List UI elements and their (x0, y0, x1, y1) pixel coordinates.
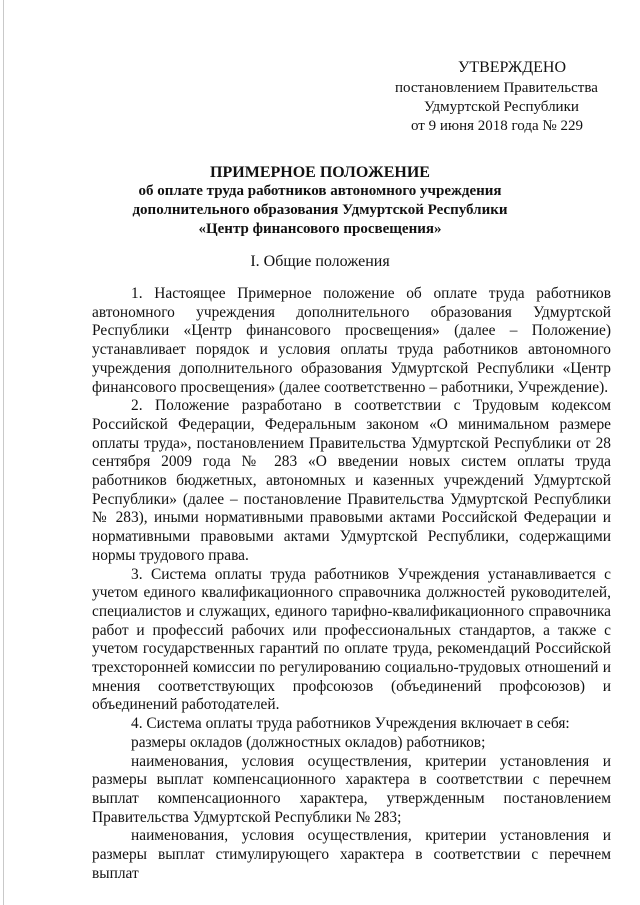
section-heading: I. Общие положения (250, 253, 390, 270)
approval-heading: УТВЕРЖДЕНО (458, 59, 567, 76)
approval-block (380, 58, 610, 136)
title-line-1: ПРИМЕРНОЕ ПОЛОЖЕНИЕ (210, 164, 430, 181)
paragraph-3: 3. Система оплаты труда работников Учреждения устанавливается с учетом единого квалификационного справочника должностей руководителей, специалистов и служащих, единого тарифно-квалификационного справочника работ и профессий рабочих или профессиональных стандартов, а также с учетом государственных гарантий по оплате труда, рекомендаций Российской трехсторонней комиссии по регулированию социально-трудовых отношений и мнения соответствующих профсоюзов (объединений профсоюзов) и объединений работодателей. (92, 565, 611, 714)
document-title (80, 163, 560, 239)
paragraph-4-item-2: наименования, условия осуществления, критерии установления и размеры выплат компенсационного характера в соответствии с перечнем выплат компенсационного характера, утвержденным постановлением Правительства Удмуртской Республики № 283; (92, 752, 611, 826)
paragraph-4-item-3: наименования, условия осуществления, критерии установления и размеры выплат стимулирующего характера в соответствии с перечнем выплат (92, 827, 611, 882)
approval-line-2: Удмуртской Республики (424, 99, 579, 115)
paragraph-2: 2. Положение разработано в соответствии с Трудовым кодексом Российской Федерации, Федеральным законом «О минимальном размере оплаты труда», постановлением Правительства Удмуртской Республики от 28 сентября 2009 года № 283 «О введении новых систем оплаты труда работников бюджетных, автономных и казенных учреждений Удмуртской Республики» (далее – постановление Правительства Удмуртской Республики № 283), иными нормативными правовыми актами Российской Федерации и нормативными правовыми актами Удмуртской Республики, содержащими нормы трудового права. (92, 397, 611, 564)
paragraph-4-item-1: размеры окладов (должностных окладов) работников; (131, 733, 486, 751)
document-body (92, 285, 611, 882)
page-edge-line (3, 0, 4, 905)
title-line-4: «Центр финансового просвещения» (198, 221, 442, 237)
paragraph-4: 4. Система оплаты труда работников Учреждения включает в себя: (131, 715, 570, 733)
approval-line-3: от 9 июня 2018 года № 229 (411, 118, 583, 134)
paragraph-1: 1. Настоящее Примерное положение об оплате труда работников автономного учреждения дополнительного образования Удмуртской Республики «Центр финансового просвещения» (далее – Положение) устанавливает порядок и условия оплаты труда работников автономного учреждения дополнительного образования Удмуртской Республики «Центр финансового просвещения» (далее соответственно – работники, Учреждение). (92, 285, 611, 396)
approval-line-1: постановлением Правительства (395, 80, 598, 96)
title-line-2: об оплате труда работников автономного учреждения (138, 183, 502, 199)
title-line-3: дополнительного образования Удмуртской Республики (132, 202, 508, 218)
